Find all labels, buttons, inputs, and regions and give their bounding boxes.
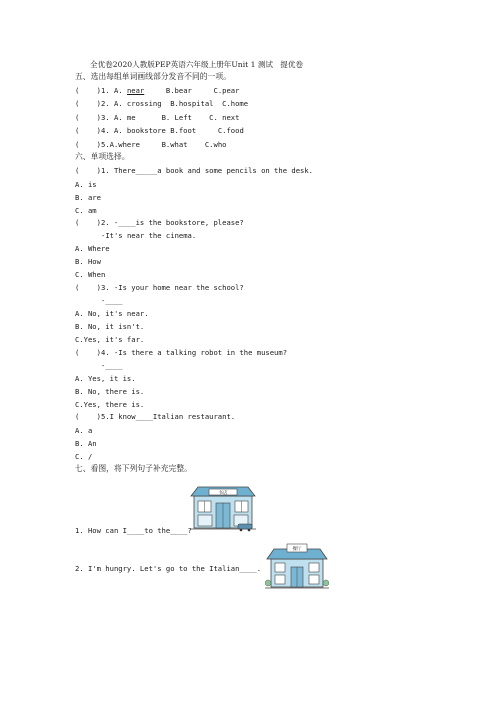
s5-q5	[75, 140, 226, 149]
s6-q2-a: A. Where	[75, 244, 110, 253]
s6-q5-c: C. /	[75, 452, 93, 461]
doc-title: 全优卷2020人教版PEP英语六年级上册年Unit 1 测试 提优卷	[90, 60, 304, 69]
s6-q1-a: A. is	[75, 180, 97, 189]
s6-q2-reply: -It's near the cinema.	[101, 231, 197, 240]
s6-q3-reply: -____	[101, 296, 123, 305]
s6-q2-b: B. How	[75, 257, 101, 266]
s5-q1-stem: ( )1. A.	[75, 86, 127, 95]
s6-q3-stem: ( )3. -Is your home near the school?	[75, 283, 244, 292]
s5-q3-c: C. next	[209, 113, 240, 122]
bookstore-sign: 书店	[218, 491, 228, 496]
s5-q3-b: B. Left	[161, 113, 192, 122]
s6-q3-a: A. No, it's near.	[75, 309, 149, 318]
section7-heading: 七、看图，将下列句子补充完整。	[75, 464, 192, 473]
s6-q1-b: B. are	[75, 193, 101, 202]
s6-q1-stem: ( )1. There_____a book and some pencils on the desk.	[75, 166, 313, 175]
s6-q4-reply: -____	[101, 361, 123, 370]
s5-q5-b: B.what	[161, 140, 188, 149]
s7-q2: 2. I'm hungry. Let's go to the Italian____.	[75, 564, 262, 573]
s6-q1-c: C. am	[75, 206, 97, 215]
s6-q4-b: B. No, there is.	[75, 387, 145, 396]
s7-q1: 1. How can I____to the____?	[75, 526, 192, 535]
s6-q5-b: B. An	[75, 439, 97, 448]
section5-heading: 五、选出每组单词画线部分发音不同的一项。	[75, 72, 231, 81]
s5-q4-stem: ( )4. A. bookstore B.foot	[75, 126, 197, 135]
s6-q2-stem: ( )2. -____is the bookstore, please?	[75, 218, 244, 227]
s5-q4-c: C.food	[217, 126, 244, 135]
s6-q4-c: C.Yes, there is.	[75, 400, 145, 409]
bookstore-image	[190, 482, 256, 532]
restaurant-image	[265, 543, 329, 591]
s5-q4	[75, 126, 244, 135]
s5-q1-b: B.bear	[165, 86, 192, 95]
s5-q2: ( )2. A. crossing B.hospital C.home	[75, 99, 249, 108]
s5-q3-stem: ( )3. A. me	[75, 113, 136, 122]
s6-q5-a: A. a	[75, 426, 93, 435]
s6-q5-stem: ( )5.I know____Italian restaurant.	[75, 412, 236, 421]
restaurant-sign: 餐厅	[292, 547, 302, 552]
s5-q5-stem: ( )5.A.where	[75, 140, 140, 149]
s6-q4-stem: ( )4. -Is there a talking robot in the museum?	[75, 348, 288, 357]
s6-q3-b: B. No, it isn't.	[75, 322, 145, 331]
s5-q5-c: C.who	[204, 140, 227, 149]
s5-q1-a: near	[126, 86, 145, 95]
s6-q4-a: A. Yes, it is.	[75, 374, 136, 383]
s5-q1	[75, 86, 239, 95]
section6-heading: 六、单项选择。	[75, 152, 130, 161]
s6-q2-c: C. When	[75, 270, 106, 279]
s6-q3-c: C.Yes, it's far.	[75, 335, 145, 344]
s5-q1-c: C.pear	[213, 86, 240, 95]
s5-q3	[75, 113, 239, 122]
